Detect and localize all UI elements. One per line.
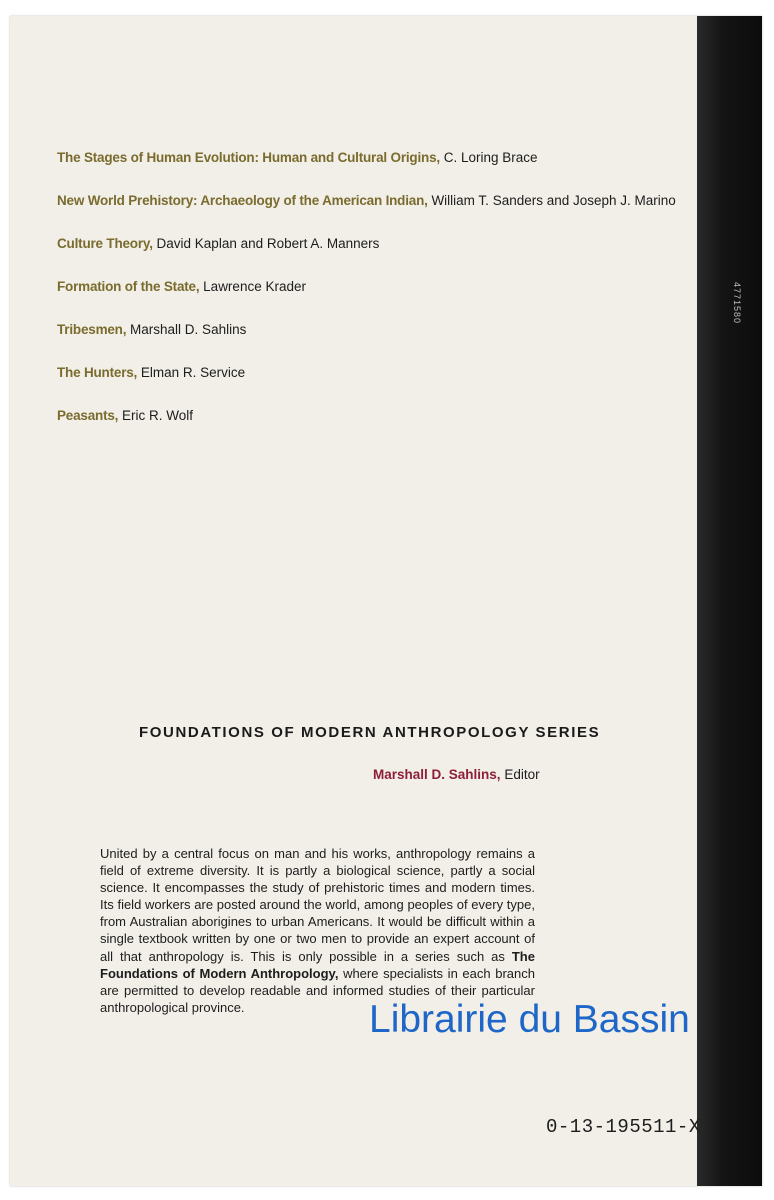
book-entry — [57, 320, 697, 363]
book-author: Lawrence Krader — [203, 279, 306, 294]
series-description — [100, 845, 535, 1016]
blurb-text-start: United by a central focus on man and his works, anthropology remains a field of extreme diversity. It is partly a biological science, partly a social science. It encompasses the study of prehistoric times and modern times. Its field workers are posted around the world, among peoples of every type, from Australian aborigines to urban Americans. It would be difficult within a single textbook written by one or two men to provide an expert account of all that anthropology is. This is only possible in a series such as — [100, 846, 535, 964]
book-title: Peasants, — [57, 408, 119, 423]
book-title: Formation of the State, — [57, 279, 200, 294]
book-entry — [57, 234, 697, 277]
book-author: David Kaplan and Robert A. Manners — [156, 236, 380, 251]
isbn-number: 0-13-195511-X — [546, 1116, 701, 1138]
book-title: Culture Theory, — [57, 236, 153, 251]
series-heading: FOUNDATIONS OF MODERN ANTHROPOLOGY SERIES — [139, 724, 601, 741]
book-author: Elman R. Service — [140, 365, 246, 380]
blurb-series-title: The Foundations of Modern Anthropology, — [100, 948, 535, 981]
book-author: Marshall D. Sahlins — [130, 322, 247, 337]
book-title: Tribesmen, — [57, 322, 127, 337]
book-list — [57, 148, 697, 449]
editor-role: Editor — [504, 767, 540, 782]
book-title: The Stages of Human Evolution: Human and Cultural Origins, — [57, 150, 440, 165]
book-entry — [57, 148, 697, 191]
book-author: William T. Sanders and Joseph J. Marino — [431, 193, 676, 208]
book-entry — [57, 406, 697, 449]
spine-mark: 4771580 — [732, 282, 742, 325]
book-spine — [697, 16, 762, 1186]
book-entry — [57, 277, 697, 320]
series-editor — [373, 767, 540, 782]
seller-watermark: Librairie du Bassin — [369, 998, 690, 1041]
book-title: New World Prehistory: Archaeology of the American Indian, — [57, 193, 428, 208]
book-title: The Hunters, — [57, 365, 138, 380]
book-entry — [57, 191, 697, 234]
book-author: C. Loring Brace — [443, 150, 538, 165]
book-entry — [57, 363, 697, 406]
editor-name: Marshall D. Sahlins, — [373, 767, 501, 782]
book-author: Eric R. Wolf — [122, 408, 194, 423]
blurb-text-end: where specialists in each branch are permitted to develop readable and informed studies of their particular anthropological province. — [100, 965, 535, 1015]
